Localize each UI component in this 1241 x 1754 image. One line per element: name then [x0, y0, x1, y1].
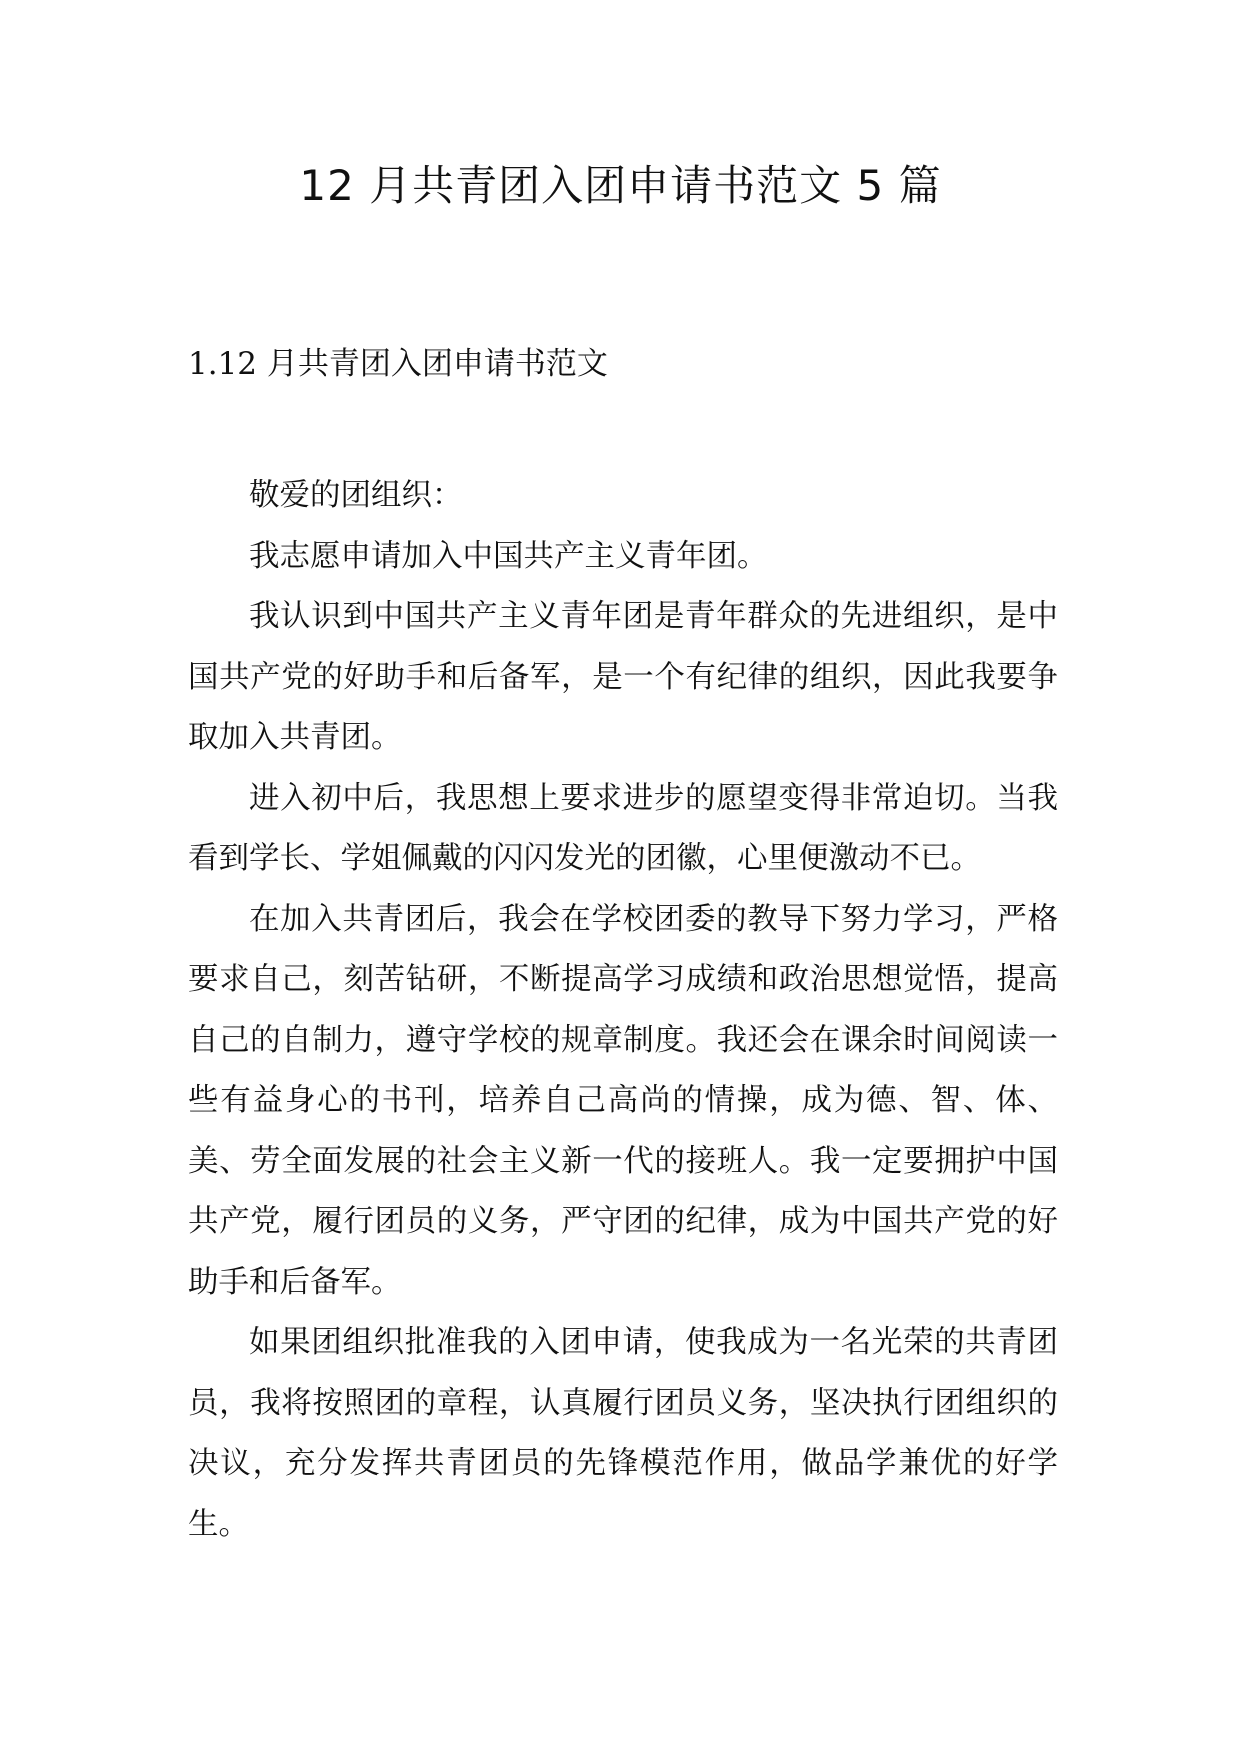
document-title: 12 月共青团入团申请书范文 5 篇: [299, 161, 942, 210]
letter-body: [188, 466, 1058, 1555]
letter-paragraph: 我志愿申请加入中国共产主义青年团。: [249, 538, 768, 574]
letter-paragraph: 进入初中后，我思想上要求进步的愿望变得非常迫切。当我看到学长、学姐佩戴的闪闪发光的团徽，心里便激动不已。: [188, 780, 1058, 876]
letter-paragraph: 在加入共青团后，我会在学校团委的教导下努力学习，严格要求自己，刻苦钻研，不断提高学习成绩和政治思想觉悟，提高自己的自制力，遵守学校的规章制度。我还会在课余时间阅读一些有益身心的书刊，培养自己高尚的情操，成为德、智、体、美、劳全面发展的社会主义新一代的接班人。我一定要拥护中国共产党，履行团员的义务，严守团的纪律，成为中国共产党的好助手和后备军。: [188, 901, 1058, 1300]
letter-paragraph: 如果团组织批准我的入团申请，使我成为一名光荣的共青团员，我将按照团的章程，认真履行团员义务，坚决执行团组织的决议，充分发挥共青团员的先锋模范作用，做品学兼优的好学生。: [188, 1325, 1058, 1542]
section-heading: 1.12 月共青团入团申请书范文: [188, 346, 608, 382]
letter-salutation: 敬爱的团组织：: [249, 478, 463, 513]
letter-paragraph: 我认识到中国共产主义青年团是青年群众的先进组织，是中国共产党的好助手和后备军，是一个有纪律的组织，因此我要争取加入共青团。: [188, 599, 1058, 755]
